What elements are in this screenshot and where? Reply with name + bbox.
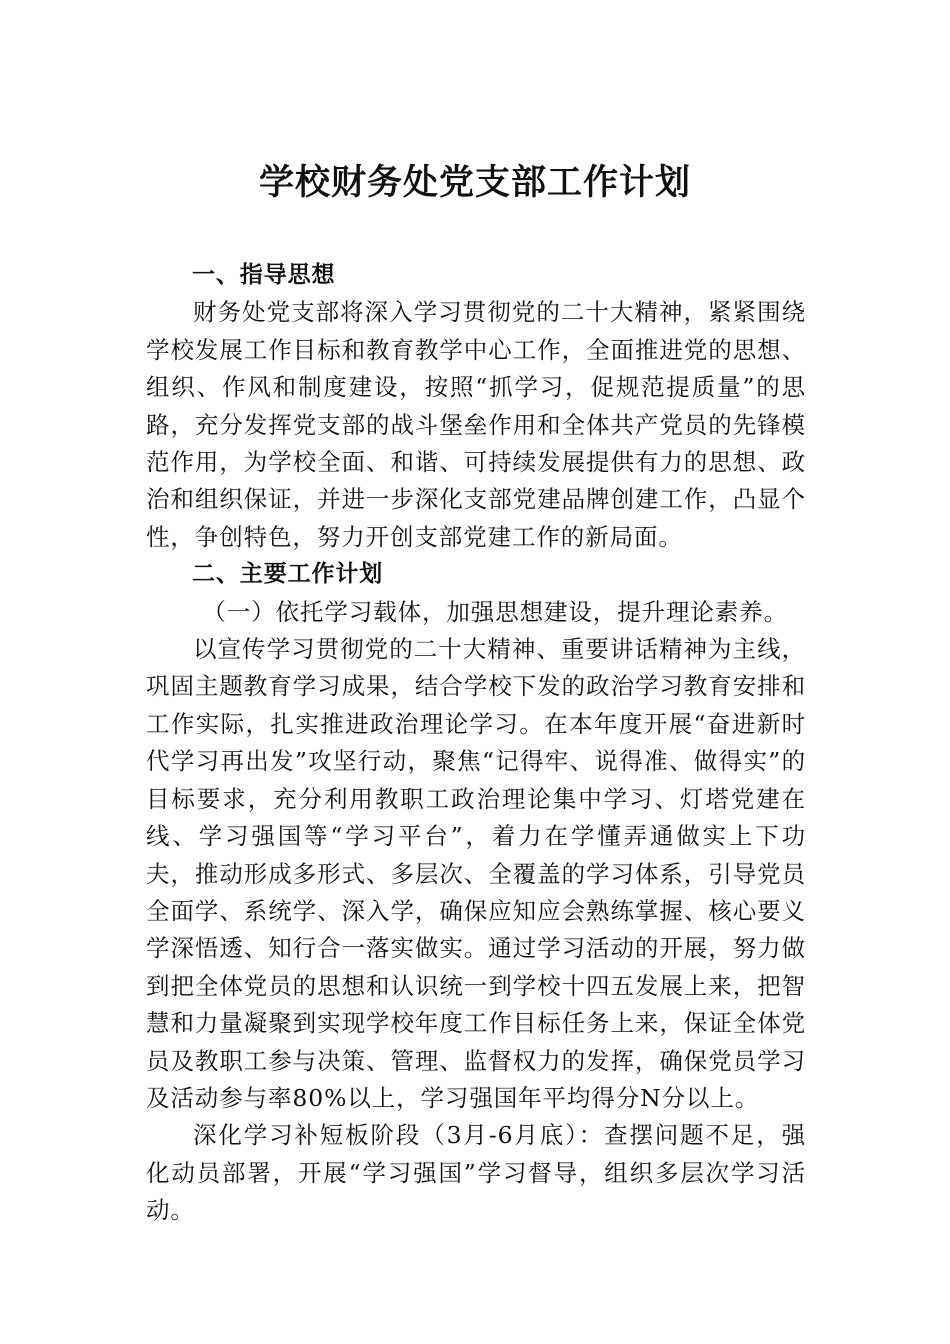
section-heading-guiding-thought: 一、指导思想 <box>192 262 336 288</box>
subsection-heading: （一）依托学习载体，加强思想建设，提升理论素养。 <box>202 597 788 626</box>
document-title: 学校财务处党支部工作计划 <box>258 162 691 203</box>
body-paragraph: 财务处党支部将深入学习贯彻党的二十大精神，紧紧围绕学校发展工作目标和教育教学中心工作，全面推进党的思想、组织、作风和制度建设，按照“抓学习，促规范提质量”的思路，充分发挥党支部的战斗堡垒作用和全体共产党员的先锋模范作用，为学校全面、和谐、可持续发展提供有力的思想、政治和组织保证，并进一步深化支部党建品牌创建工作，凸显个性，争创特色，努力开创支部党建工作的新局面。 <box>146 298 806 551</box>
body-paragraph: 深化学习补短板阶段（3月-6月底）：查摆问题不足，强化动员部署，开展“学习强国”学习督导，组织多层次学习活动。 <box>146 1121 806 1225</box>
body-paragraph: 以宣传学习贯彻党的二十大精神、重要讲话精神为主线，巩固主题教育学习成果，结合学校下发的政治学习教育安排和工作实际，扎实推进政治理论学习。在本年度开展“奋进新时代学习再出发”攻坚行动，聚焦“记得牢、说得准、做得实”的目标要求，充分利用教职工政治理论集中学习、灯塔党建在线、学习强国等“学习平台”，着力在学懂弄通做实上下功夫，推动形成多形式、多层次、全覆盖的学习体系，引导党员全面学、系统学、深入学，确保应知应会熟练掌握、核心要义学深悟透、知行合一落实做实。通过学习活动的开展，努力做到把全体党员的思想和认识统一到学校十四五发展上来，把智慧和力量凝聚到实现学校年度工作目标任务上来，保证全体党员及教职工参与决策、管理、监督权力的发挥，确保党员学习及活动参与率80%以上，学习强国年平均得分N分以上。 <box>146 635 806 1112</box>
document-body <box>146 257 806 1230</box>
section-heading-main-work-plan: 二、主要工作计划 <box>192 561 384 588</box>
